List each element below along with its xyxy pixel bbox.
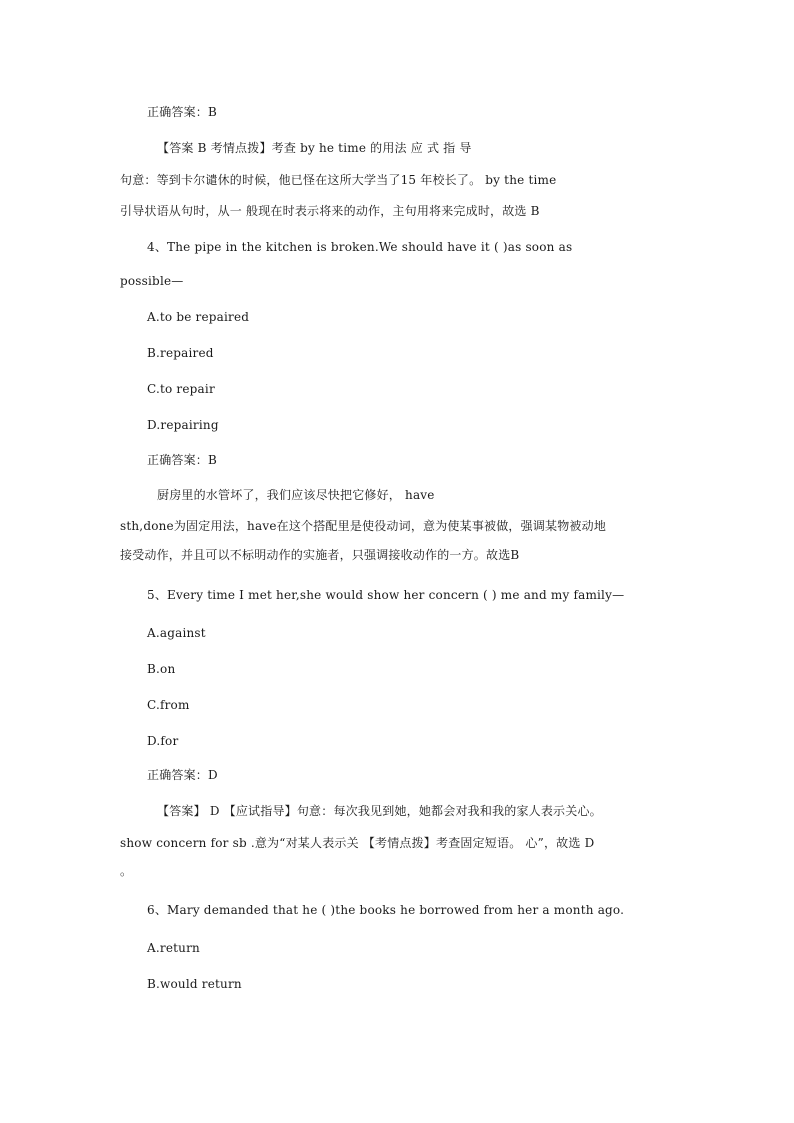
q4-option-c: C.to repair [147,382,215,396]
q5-explanation-line-3: 。 [120,864,133,878]
q3-explanation-line-3: 引导状语从句时，从一 般现在时表示将来的动作，主句用将来完成时，故选 B [120,204,540,218]
q4-option-a: A.to be repaired [147,310,250,324]
q5-correct-answer: 正确答案：D [147,768,218,782]
q3-correct-answer: 正确答案：B [147,105,218,119]
q6-option-b: B.would return [147,977,242,991]
q5-explanation-line-2: show concern for sb .意为“对某人表示关 【考情点拨】考查固定短语。 心”，故选 D [120,836,595,850]
q4-stem-line-2: possible— [120,274,184,288]
q5-stem-line-1: 5、Every time I met her,she would show her concern ( ) me and my family— [147,588,625,602]
q4-stem-line-1: 4、The pipe in the kitchen is broken.We should have it ( )as soon as [147,240,573,254]
q5-explanation-line-1: 【答案】 D 【应试指导】句意：每次我见到她，她都会对我和我的家人表示关心。 [157,804,602,818]
q5-option-d: D.for [147,734,179,748]
q4-option-d: D.repairing [147,418,219,432]
q4-option-b: B.repaired [147,346,214,360]
q6-stem-line-1: 6、Mary demanded that he ( )the books he borrowed from her a month ago. [147,903,625,917]
q4-explanation-line-1: 厨房里的水管坏了，我们应该尽快把它修好， have [157,488,435,502]
q5-option-b: B.on [147,662,176,676]
q3-explanation-line-1: 【答案 B 考情点拨】考查 by he time 的用法 应 式 指 导 [157,141,472,155]
q6-option-a: A.return [147,941,200,955]
q5-option-c: C.from [147,698,190,712]
q3-explanation-line-2: 句意：等到卡尔谴休的时候，他已怪在这所大学当了15 年校长了。 by the time [120,173,557,187]
q4-correct-answer: 正确答案：B [147,453,218,467]
q5-option-a: A.against [147,626,206,640]
q4-explanation-line-3: 接受动作，并且可以不标明动作的实施者，只强调接收动作的一方。故选B [120,548,520,562]
q4-explanation-line-2: sth,done为固定用法，have在这个搭配里是使役动词，意为使某事被做，强调某物被动地 [120,519,607,533]
